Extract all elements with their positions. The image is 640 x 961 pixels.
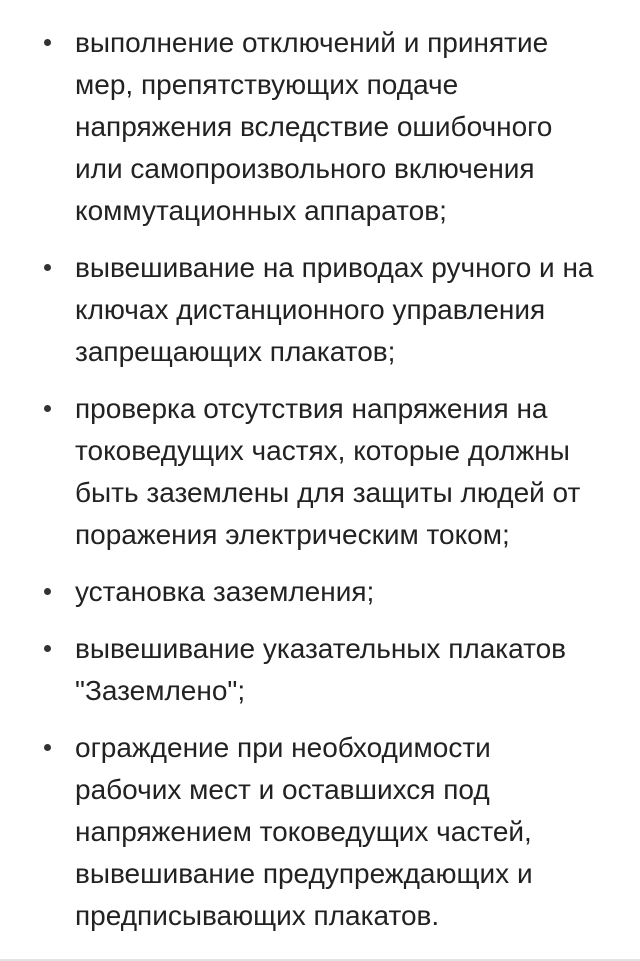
list-item bbox=[0, 727, 640, 937]
list-item-text: выполнение отключений и принятие мер, препятствующих подаче напряжения вследствие ошибочного или самопроизвольного включения коммутационных аппаратов; bbox=[75, 27, 553, 226]
list-item bbox=[0, 247, 640, 373]
list-item-text: установка заземления; bbox=[75, 576, 375, 607]
list-item bbox=[0, 571, 640, 613]
list-item-text: проверка отсутствия напряжения на токоведущих частях, которые должны быть заземлены для защиты людей от поражения электрическим током; bbox=[75, 393, 581, 550]
list-item-text: вывешивание на приводах ручного и на ключах дистанционного управления запрещающих плакатов; bbox=[75, 252, 594, 367]
list-item bbox=[0, 22, 640, 232]
list-item bbox=[0, 628, 640, 712]
safety-measures-list bbox=[0, 22, 640, 937]
bullet-dot-icon bbox=[44, 39, 51, 46]
bullet-dot-icon bbox=[44, 264, 51, 271]
bullet-dot-icon bbox=[44, 588, 51, 595]
list-item-text: ограждение при необходимости рабочих мест и оставшихся под напряжением токоведущих частей, вывешивание предупреждающих и предписывающих плакатов. bbox=[75, 732, 533, 931]
bullet-dot-icon bbox=[44, 744, 51, 751]
list-item-text: вывешивание указательных плакатов "Заземлено"; bbox=[75, 633, 567, 706]
bullet-dot-icon bbox=[44, 645, 51, 652]
list-item bbox=[0, 388, 640, 556]
bullet-dot-icon bbox=[44, 405, 51, 412]
document-content bbox=[0, 22, 640, 952]
